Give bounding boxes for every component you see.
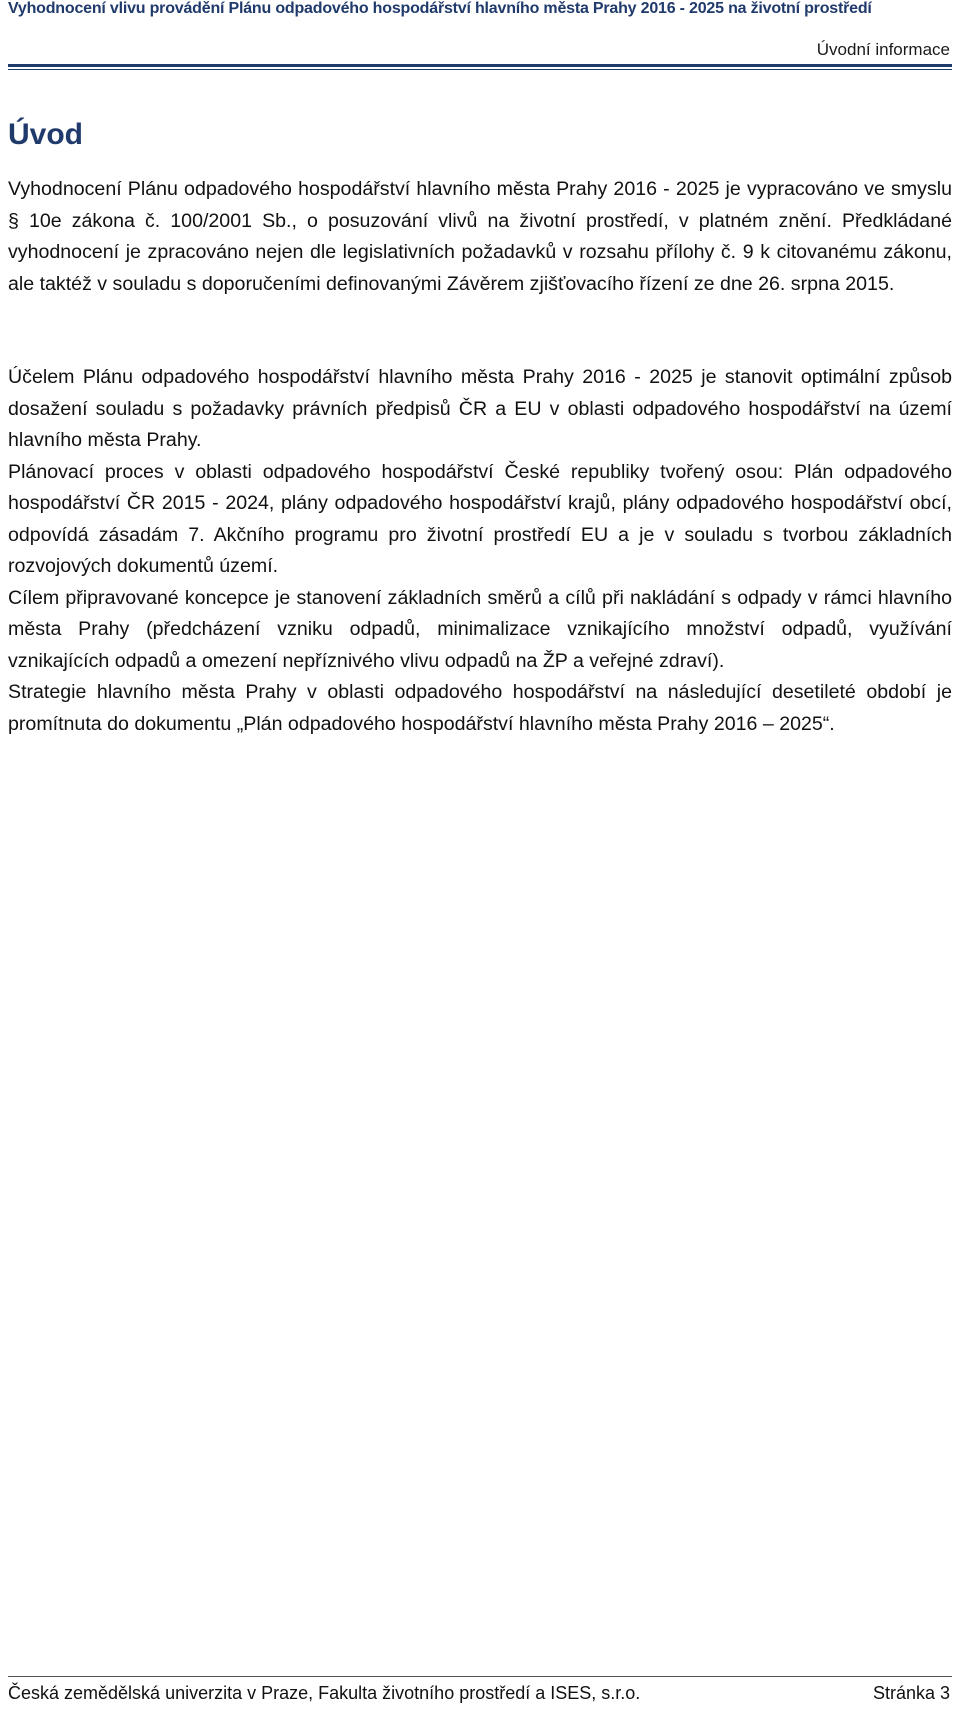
intro-block — [8, 174, 952, 300]
paragraph: Vyhodnocení Plánu odpadového hospodářství hlavního města Prahy 2016 - 2025 je vypracováno ve smyslu § 10e zákona č. 100/2001 Sb., o posuzování vlivů na životní prostředí, v platném znění. Předkládané vyhodnocení je zpracováno nejen dle legislativních požadavků v rozsahu přílohy č. 9 k citovanému zákonu, ale taktéž v souladu s doporučeními definovanými Závěrem zjišťovacího řízení ze dne 26. srpna 2015. — [8, 178, 952, 295]
running-header-section: Úvodní informace — [816, 40, 950, 59]
running-header-title: Vyhodnocení vlivu provádění Plánu odpadového hospodářství hlavního města Prahy 2016 - 2025 na životní prostředí — [8, 0, 872, 17]
body-block — [8, 362, 952, 740]
page-number: Stránka 3 — [872, 1683, 950, 1703]
paragraph: Účelem Plánu odpadového hospodářství hlavního města Prahy 2016 - 2025 je stanovit optimální způsob dosažení souladu s požadavky právních předpisů ČR a EU v oblasti odpadového hospodářství na území hlavního města Prahy. — [8, 366, 952, 451]
paragraph: Cílem připravované koncepce je stanovení základních směrů a cílů při nakládání s odpady v rámci hlavního města Prahy (předcházení vzniku odpadů, minimalizace vznikajícího množství odpadů, využívání vznikajících odpadů a omezení nepříznivého vlivu odpadů na ŽP a veřejné zdraví). — [8, 586, 952, 672]
header-divider — [8, 64, 952, 67]
header-divider-thin — [8, 69, 952, 70]
section-heading: Úvod — [8, 118, 83, 151]
footer-institution: Česká zemědělská univerzita v Praze, Fakulta životního prostředí a ISES, s.r.o. — [8, 1683, 641, 1703]
footer-divider — [8, 1676, 952, 1677]
paragraph: Plánovací proces v oblasti odpadového hospodářství České republiky tvořený osou: Plán odpadového hospodářství ČR 2015 - 2024, plány odpadového hospodářství krajů, plány odpadového hospodářství obcí, odpovídá zásadám 7. Akčního programu pro životní prostředí EU a je v souladu s tvorbou základních rozvojových dokumentů území. — [8, 460, 952, 577]
paragraph: Strategie hlavního města Prahy v oblasti odpadového hospodářství na následující desetileté období je promítnuta do dokumentu „Plán odpadového hospodářství hlavního města Prahy 2016 – 2025“. — [8, 681, 952, 735]
